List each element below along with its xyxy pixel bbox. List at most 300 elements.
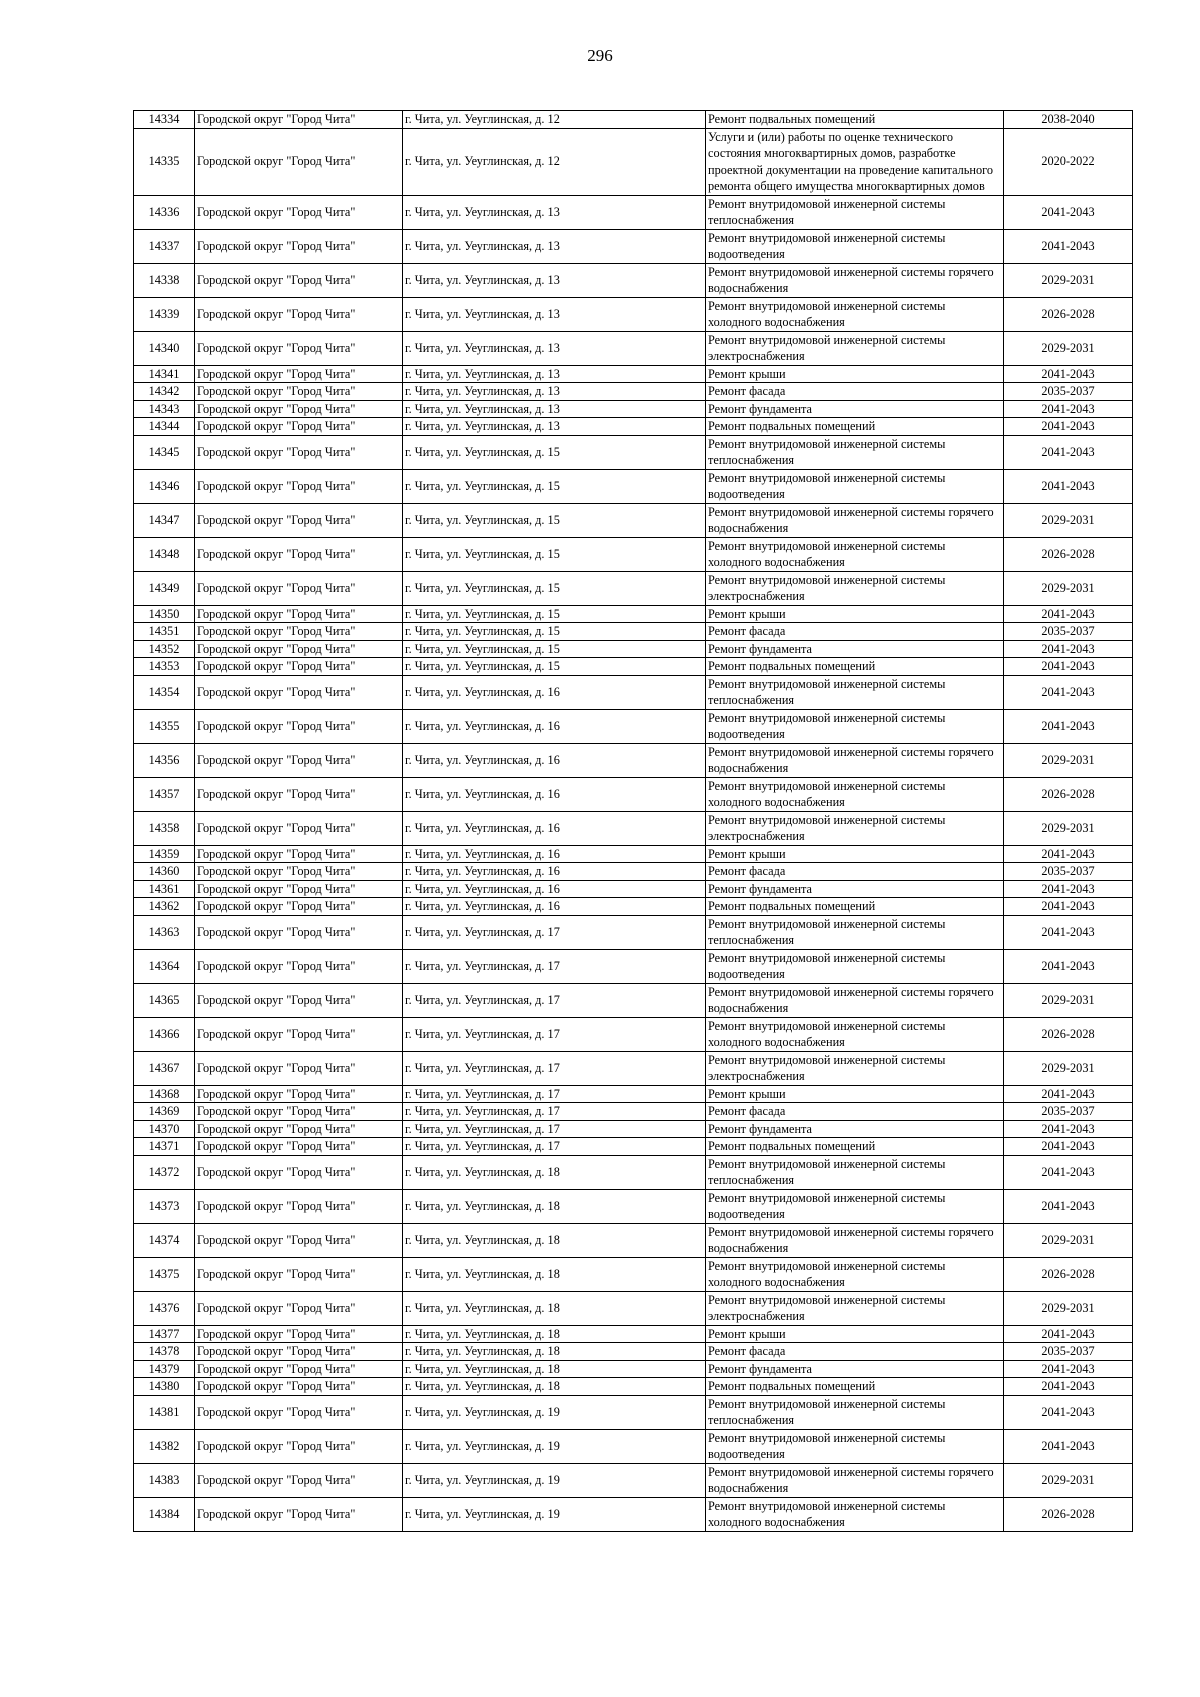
address-cell: г. Чита, ул. Уеуглинская, д. 15 [403,435,706,469]
period-cell: 2029-2031 [1004,1223,1133,1257]
work-type-cell: Ремонт внутридомовой инженерной системы водоотведения [706,949,1004,983]
table-row [134,709,1133,743]
row-number-cell: 14381 [134,1395,195,1429]
period-cell: 2041-2043 [1004,400,1133,418]
municipality-cell: Городской округ "Город Чита" [195,195,403,229]
period-cell: 2026-2028 [1004,777,1133,811]
period-cell: 2029-2031 [1004,503,1133,537]
period-cell: 2029-2031 [1004,1051,1133,1085]
work-type-cell: Ремонт крыши [706,1325,1004,1343]
municipality-cell: Городской округ "Город Чита" [195,1291,403,1325]
row-number-cell: 14370 [134,1120,195,1138]
row-number-cell: 14348 [134,537,195,571]
work-type-cell: Ремонт внутридомовой инженерной системы горячего водоснабжения [706,983,1004,1017]
row-number-cell: 14354 [134,675,195,709]
row-number-cell: 14355 [134,709,195,743]
table-row [134,949,1133,983]
row-number-cell: 14377 [134,1325,195,1343]
municipality-cell: Городской округ "Город Чита" [195,898,403,916]
address-cell: г. Чита, ул. Уеуглинская, д. 19 [403,1429,706,1463]
period-cell: 2041-2043 [1004,435,1133,469]
row-number-cell: 14340 [134,331,195,365]
period-cell: 2029-2031 [1004,331,1133,365]
municipality-cell: Городской округ "Город Чита" [195,1360,403,1378]
table-row [134,435,1133,469]
work-type-cell: Ремонт внутридомовой инженерной системы холодного водоснабжения [706,777,1004,811]
table-row [134,1103,1133,1121]
period-cell: 2035-2037 [1004,1103,1133,1121]
period-cell: 2041-2043 [1004,1138,1133,1156]
work-type-cell: Ремонт внутридомовой инженерной системы водоотведения [706,1189,1004,1223]
table-row [134,743,1133,777]
row-number-cell: 14379 [134,1360,195,1378]
address-cell: г. Чита, ул. Уеуглинская, д. 18 [403,1291,706,1325]
municipality-cell: Городской округ "Город Чита" [195,811,403,845]
period-cell: 2029-2031 [1004,743,1133,777]
municipality-cell: Городской округ "Город Чита" [195,435,403,469]
row-number-cell: 14337 [134,229,195,263]
municipality-cell: Городской округ "Город Чита" [195,1343,403,1361]
municipality-cell: Городской округ "Город Чита" [195,571,403,605]
work-type-cell: Ремонт внутридомовой инженерной системы горячего водоснабжения [706,1223,1004,1257]
row-number-cell: 14350 [134,605,195,623]
table-row [134,503,1133,537]
municipality-cell: Городской округ "Город Чита" [195,640,403,658]
work-type-cell: Ремонт фасада [706,623,1004,641]
municipality-cell: Городской округ "Город Чита" [195,1085,403,1103]
address-cell: г. Чита, ул. Уеуглинская, д. 15 [403,623,706,641]
period-cell: 2026-2028 [1004,1017,1133,1051]
municipality-cell: Городской округ "Город Чита" [195,503,403,537]
work-type-cell: Ремонт внутридомовой инженерной системы теплоснабжения [706,435,1004,469]
table-row [134,1497,1133,1531]
address-cell: г. Чита, ул. Уеуглинская, д. 18 [403,1360,706,1378]
period-cell: 2041-2043 [1004,658,1133,676]
table-row [134,777,1133,811]
row-number-cell: 14366 [134,1017,195,1051]
address-cell: г. Чита, ул. Уеуглинская, д. 16 [403,880,706,898]
table-row [134,1463,1133,1497]
address-cell: г. Чита, ул. Уеуглинская, д. 17 [403,1051,706,1085]
row-number-cell: 14345 [134,435,195,469]
period-cell: 2041-2043 [1004,845,1133,863]
period-cell: 2035-2037 [1004,1343,1133,1361]
table-row [134,1360,1133,1378]
work-type-cell: Ремонт крыши [706,1085,1004,1103]
table-row [134,1429,1133,1463]
work-type-cell: Ремонт фундамента [706,1360,1004,1378]
municipality-cell: Городской округ "Город Чита" [195,469,403,503]
work-type-cell: Услуги и (или) работы по оценке технического состояния многоквартирных домов, разработке проектной документации на проведение капитального ремонта общего имущества многоквартирных домов [706,128,1004,195]
municipality-cell: Городской округ "Город Чита" [195,383,403,401]
work-type-cell: Ремонт подвальных помещений [706,111,1004,129]
address-cell: г. Чита, ул. Уеуглинская, д. 17 [403,983,706,1017]
period-cell: 2041-2043 [1004,1155,1133,1189]
municipality-cell: Городской округ "Город Чита" [195,1463,403,1497]
row-number-cell: 14344 [134,418,195,436]
period-cell: 2041-2043 [1004,1429,1133,1463]
table-row [134,1017,1133,1051]
period-cell: 2026-2028 [1004,1497,1133,1531]
address-cell: г. Чита, ул. Уеуглинская, д. 15 [403,503,706,537]
table-row [134,537,1133,571]
municipality-cell: Городской округ "Город Чита" [195,1395,403,1429]
address-cell: г. Чита, ул. Уеуглинская, д. 18 [403,1155,706,1189]
period-cell: 2035-2037 [1004,863,1133,881]
table-row [134,1378,1133,1396]
work-type-cell: Ремонт внутридомовой инженерной системы теплоснабжения [706,195,1004,229]
municipality-cell: Городской округ "Город Чита" [195,880,403,898]
municipality-cell: Городской округ "Город Чита" [195,1223,403,1257]
period-cell: 2026-2028 [1004,1257,1133,1291]
work-type-cell: Ремонт фасада [706,1103,1004,1121]
period-cell: 2041-2043 [1004,195,1133,229]
period-cell: 2026-2028 [1004,537,1133,571]
address-cell: г. Чита, ул. Уеуглинская, д. 19 [403,1395,706,1429]
row-number-cell: 14357 [134,777,195,811]
work-type-cell: Ремонт внутридомовой инженерной системы водоотведения [706,469,1004,503]
municipality-cell: Городской округ "Город Чита" [195,1429,403,1463]
table-row [134,111,1133,129]
period-cell: 2041-2043 [1004,898,1133,916]
row-number-cell: 14363 [134,915,195,949]
work-type-cell: Ремонт подвальных помещений [706,418,1004,436]
table-row [134,1138,1133,1156]
address-cell: г. Чита, ул. Уеуглинская, д. 16 [403,743,706,777]
row-number-cell: 14372 [134,1155,195,1189]
page-number: 296 [587,46,613,65]
municipality-cell: Городской округ "Город Чита" [195,331,403,365]
municipality-cell: Городской округ "Город Чита" [195,365,403,383]
table-row [134,365,1133,383]
table-row [134,880,1133,898]
table-row [134,983,1133,1017]
period-cell: 2041-2043 [1004,709,1133,743]
row-number-cell: 14365 [134,983,195,1017]
table-row [134,400,1133,418]
row-number-cell: 14341 [134,365,195,383]
table-row [134,863,1133,881]
address-cell: г. Чита, ул. Уеуглинская, д. 16 [403,863,706,881]
row-number-cell: 14343 [134,400,195,418]
table-row [134,195,1133,229]
municipality-cell: Городской округ "Город Чита" [195,1497,403,1531]
period-cell: 2026-2028 [1004,297,1133,331]
municipality-cell: Городской округ "Город Чита" [195,537,403,571]
row-number-cell: 14367 [134,1051,195,1085]
municipality-cell: Городской округ "Город Чита" [195,1189,403,1223]
work-type-cell: Ремонт внутридомовой инженерной системы холодного водоснабжения [706,297,1004,331]
address-cell: г. Чита, ул. Уеуглинская, д. 18 [403,1325,706,1343]
row-number-cell: 14360 [134,863,195,881]
row-number-cell: 14356 [134,743,195,777]
work-type-cell: Ремонт внутридомовой инженерной системы холодного водоснабжения [706,1017,1004,1051]
work-type-cell: Ремонт внутридомовой инженерной системы теплоснабжения [706,915,1004,949]
row-number-cell: 14369 [134,1103,195,1121]
work-type-cell: Ремонт внутридомовой инженерной системы водоотведения [706,229,1004,263]
row-number-cell: 14361 [134,880,195,898]
work-type-cell: Ремонт фундамента [706,400,1004,418]
period-cell: 2041-2043 [1004,1085,1133,1103]
period-cell: 2041-2043 [1004,880,1133,898]
table-row [134,898,1133,916]
period-cell: 2041-2043 [1004,949,1133,983]
period-cell: 2041-2043 [1004,605,1133,623]
period-cell: 2041-2043 [1004,229,1133,263]
municipality-cell: Городской округ "Город Чита" [195,418,403,436]
period-cell: 2041-2043 [1004,1120,1133,1138]
row-number-cell: 14362 [134,898,195,916]
period-cell: 2038-2040 [1004,111,1133,129]
address-cell: г. Чита, ул. Уеуглинская, д. 18 [403,1343,706,1361]
address-cell: г. Чита, ул. Уеуглинская, д. 16 [403,709,706,743]
address-cell: г. Чита, ул. Уеуглинская, д. 16 [403,845,706,863]
work-type-cell: Ремонт внутридомовой инженерной системы электроснабжения [706,331,1004,365]
municipality-cell: Городской округ "Город Чита" [195,743,403,777]
work-type-cell: Ремонт внутридомовой инженерной системы водоотведения [706,709,1004,743]
work-type-cell: Ремонт внутридомовой инженерной системы холодного водоснабжения [706,1497,1004,1531]
row-number-cell: 14373 [134,1189,195,1223]
address-cell: г. Чита, ул. Уеуглинская, д. 18 [403,1257,706,1291]
period-cell: 2041-2043 [1004,469,1133,503]
row-number-cell: 14352 [134,640,195,658]
address-cell: г. Чита, ул. Уеуглинская, д. 12 [403,111,706,129]
address-cell: г. Чита, ул. Уеуглинская, д. 17 [403,1103,706,1121]
address-cell: г. Чита, ул. Уеуглинская, д. 15 [403,571,706,605]
address-cell: г. Чита, ул. Уеуглинская, д. 13 [403,331,706,365]
table-row [134,1155,1133,1189]
row-number-cell: 14346 [134,469,195,503]
address-cell: г. Чита, ул. Уеуглинская, д. 16 [403,675,706,709]
row-number-cell: 14358 [134,811,195,845]
table-row [134,469,1133,503]
table-row [134,297,1133,331]
table-row [134,1120,1133,1138]
work-type-cell: Ремонт крыши [706,605,1004,623]
address-cell: г. Чита, ул. Уеуглинская, д. 13 [403,383,706,401]
period-cell: 2029-2031 [1004,1291,1133,1325]
address-cell: г. Чита, ул. Уеуглинская, д. 18 [403,1378,706,1396]
municipality-cell: Городской округ "Город Чита" [195,605,403,623]
work-type-cell: Ремонт подвальных помещений [706,1378,1004,1396]
table-row [134,1395,1133,1429]
municipality-cell: Городской округ "Город Чита" [195,111,403,129]
row-number-cell: 14342 [134,383,195,401]
municipality-cell: Городской округ "Город Чита" [195,675,403,709]
period-cell: 2029-2031 [1004,263,1133,297]
table-row [134,1223,1133,1257]
municipality-cell: Городской округ "Город Чита" [195,1378,403,1396]
row-number-cell: 14353 [134,658,195,676]
table-row [134,605,1133,623]
municipality-cell: Городской округ "Город Чита" [195,1155,403,1189]
municipality-cell: Городской округ "Город Чита" [195,777,403,811]
address-cell: г. Чита, ул. Уеуглинская, д. 18 [403,1189,706,1223]
municipality-cell: Городской округ "Город Чита" [195,128,403,195]
table-row [134,331,1133,365]
address-cell: г. Чита, ул. Уеуглинская, д. 16 [403,777,706,811]
period-cell: 2041-2043 [1004,365,1133,383]
row-number-cell: 14347 [134,503,195,537]
work-type-cell: Ремонт внутридомовой инженерной системы горячего водоснабжения [706,743,1004,777]
row-number-cell: 14375 [134,1257,195,1291]
work-type-cell: Ремонт внутридомовой инженерной системы электроснабжения [706,571,1004,605]
row-number-cell: 14378 [134,1343,195,1361]
municipality-cell: Городской округ "Город Чита" [195,1257,403,1291]
period-cell: 2029-2031 [1004,571,1133,605]
period-cell: 2041-2043 [1004,915,1133,949]
table-row [134,915,1133,949]
table-row [134,1051,1133,1085]
work-type-cell: Ремонт подвальных помещений [706,898,1004,916]
period-cell: 2020-2022 [1004,128,1133,195]
address-cell: г. Чита, ул. Уеуглинская, д. 13 [403,195,706,229]
work-type-cell: Ремонт фасада [706,863,1004,881]
work-type-cell: Ремонт внутридомовой инженерной системы холодного водоснабжения [706,1257,1004,1291]
period-cell: 2041-2043 [1004,640,1133,658]
row-number-cell: 14376 [134,1291,195,1325]
address-cell: г. Чита, ул. Уеуглинская, д. 18 [403,1223,706,1257]
address-cell: г. Чита, ул. Уеуглинская, д. 13 [403,297,706,331]
address-cell: г. Чита, ул. Уеуглинская, д. 13 [403,365,706,383]
row-number-cell: 14339 [134,297,195,331]
period-cell: 2041-2043 [1004,1325,1133,1343]
table-row [134,1291,1133,1325]
period-cell: 2041-2043 [1004,1395,1133,1429]
table-row [134,1325,1133,1343]
municipality-cell: Городской округ "Город Чита" [195,263,403,297]
municipality-cell: Городской округ "Город Чита" [195,1120,403,1138]
table-row [134,675,1133,709]
table-row [134,229,1133,263]
row-number-cell: 14336 [134,195,195,229]
municipality-cell: Городской округ "Город Чита" [195,1051,403,1085]
address-cell: г. Чита, ул. Уеуглинская, д. 13 [403,400,706,418]
municipality-cell: Городской округ "Город Чита" [195,400,403,418]
row-number-cell: 14384 [134,1497,195,1531]
work-type-cell: Ремонт внутридомовой инженерной системы горячего водоснабжения [706,263,1004,297]
period-cell: 2029-2031 [1004,811,1133,845]
address-cell: г. Чита, ул. Уеуглинская, д. 17 [403,949,706,983]
address-cell: г. Чита, ул. Уеуглинская, д. 15 [403,469,706,503]
row-number-cell: 14374 [134,1223,195,1257]
work-type-cell: Ремонт крыши [706,845,1004,863]
period-cell: 2029-2031 [1004,983,1133,1017]
work-type-cell: Ремонт внутридомовой инженерной системы электроснабжения [706,811,1004,845]
table-row [134,623,1133,641]
row-number-cell: 14364 [134,949,195,983]
address-cell: г. Чита, ул. Уеуглинская, д. 15 [403,658,706,676]
work-type-cell: Ремонт крыши [706,365,1004,383]
address-cell: г. Чита, ул. Уеуглинская, д. 15 [403,537,706,571]
row-number-cell: 14380 [134,1378,195,1396]
table-row [134,640,1133,658]
table-row [134,263,1133,297]
address-cell: г. Чита, ул. Уеуглинская, д. 17 [403,1120,706,1138]
address-cell: г. Чита, ул. Уеуглинская, д. 17 [403,915,706,949]
address-cell: г. Чита, ул. Уеуглинская, д. 17 [403,1017,706,1051]
table-row [134,571,1133,605]
table-body [134,111,1133,1532]
municipality-cell: Городской округ "Город Чита" [195,297,403,331]
municipality-cell: Городской округ "Город Чита" [195,863,403,881]
work-type-cell: Ремонт внутридомовой инженерной системы водоотведения [706,1429,1004,1463]
row-number-cell: 14335 [134,128,195,195]
table-row [134,845,1133,863]
row-number-cell: 14371 [134,1138,195,1156]
municipality-cell: Городской округ "Город Чита" [195,1138,403,1156]
address-cell: г. Чита, ул. Уеуглинская, д. 17 [403,1085,706,1103]
municipality-cell: Городской округ "Город Чита" [195,623,403,641]
work-type-cell: Ремонт фундамента [706,880,1004,898]
period-cell: 2041-2043 [1004,1360,1133,1378]
municipality-cell: Городской округ "Город Чита" [195,949,403,983]
row-number-cell: 14383 [134,1463,195,1497]
work-type-cell: Ремонт внутридомовой инженерной системы теплоснабжения [706,1155,1004,1189]
table-row [134,811,1133,845]
work-type-cell: Ремонт фасада [706,1343,1004,1361]
work-type-cell: Ремонт подвальных помещений [706,658,1004,676]
municipality-cell: Городской округ "Город Чита" [195,1325,403,1343]
period-cell: 2041-2043 [1004,1378,1133,1396]
period-cell: 2041-2043 [1004,418,1133,436]
work-type-cell: Ремонт внутридомовой инженерной системы горячего водоснабжения [706,1463,1004,1497]
work-type-cell: Ремонт фундамента [706,640,1004,658]
municipality-cell: Городской округ "Город Чита" [195,915,403,949]
period-cell: 2041-2043 [1004,675,1133,709]
address-cell: г. Чита, ул. Уеуглинская, д. 19 [403,1497,706,1531]
address-cell: г. Чита, ул. Уеуглинская, д. 15 [403,605,706,623]
address-cell: г. Чита, ул. Уеуглинская, д. 15 [403,640,706,658]
work-type-cell: Ремонт внутридомовой инженерной системы горячего водоснабжения [706,503,1004,537]
municipality-cell: Городской округ "Город Чита" [195,845,403,863]
work-type-cell: Ремонт внутридомовой инженерной системы холодного водоснабжения [706,537,1004,571]
period-cell: 2029-2031 [1004,1463,1133,1497]
table-row [134,383,1133,401]
work-type-cell: Ремонт внутридомовой инженерной системы теплоснабжения [706,1395,1004,1429]
address-cell: г. Чита, ул. Уеуглинская, д. 16 [403,811,706,845]
table-row [134,1343,1133,1361]
municipality-cell: Городской округ "Город Чита" [195,709,403,743]
row-number-cell: 14349 [134,571,195,605]
row-number-cell: 14368 [134,1085,195,1103]
work-type-cell: Ремонт фундамента [706,1120,1004,1138]
table-row [134,128,1133,195]
table-row [134,658,1133,676]
row-number-cell: 14351 [134,623,195,641]
work-type-cell: Ремонт фасада [706,383,1004,401]
address-cell: г. Чита, ул. Уеуглинская, д. 13 [403,263,706,297]
address-cell: г. Чита, ул. Уеуглинская, д. 16 [403,898,706,916]
work-type-cell: Ремонт внутридомовой инженерной системы теплоснабжения [706,675,1004,709]
row-number-cell: 14382 [134,1429,195,1463]
municipality-cell: Городской округ "Город Чита" [195,1103,403,1121]
municipality-cell: Городской округ "Город Чита" [195,1017,403,1051]
table-row [134,1189,1133,1223]
period-cell: 2035-2037 [1004,623,1133,641]
table-row [134,1085,1133,1103]
municipality-cell: Городской округ "Город Чита" [195,983,403,1017]
address-cell: г. Чита, ул. Уеуглинская, д. 13 [403,229,706,263]
row-number-cell: 14338 [134,263,195,297]
municipality-cell: Городской округ "Город Чита" [195,229,403,263]
table-row [134,1257,1133,1291]
repair-schedule-table [133,110,1133,1532]
period-cell: 2035-2037 [1004,383,1133,401]
address-cell: г. Чита, ул. Уеуглинская, д. 17 [403,1138,706,1156]
address-cell: г. Чита, ул. Уеуглинская, д. 13 [403,418,706,436]
row-number-cell: 14334 [134,111,195,129]
